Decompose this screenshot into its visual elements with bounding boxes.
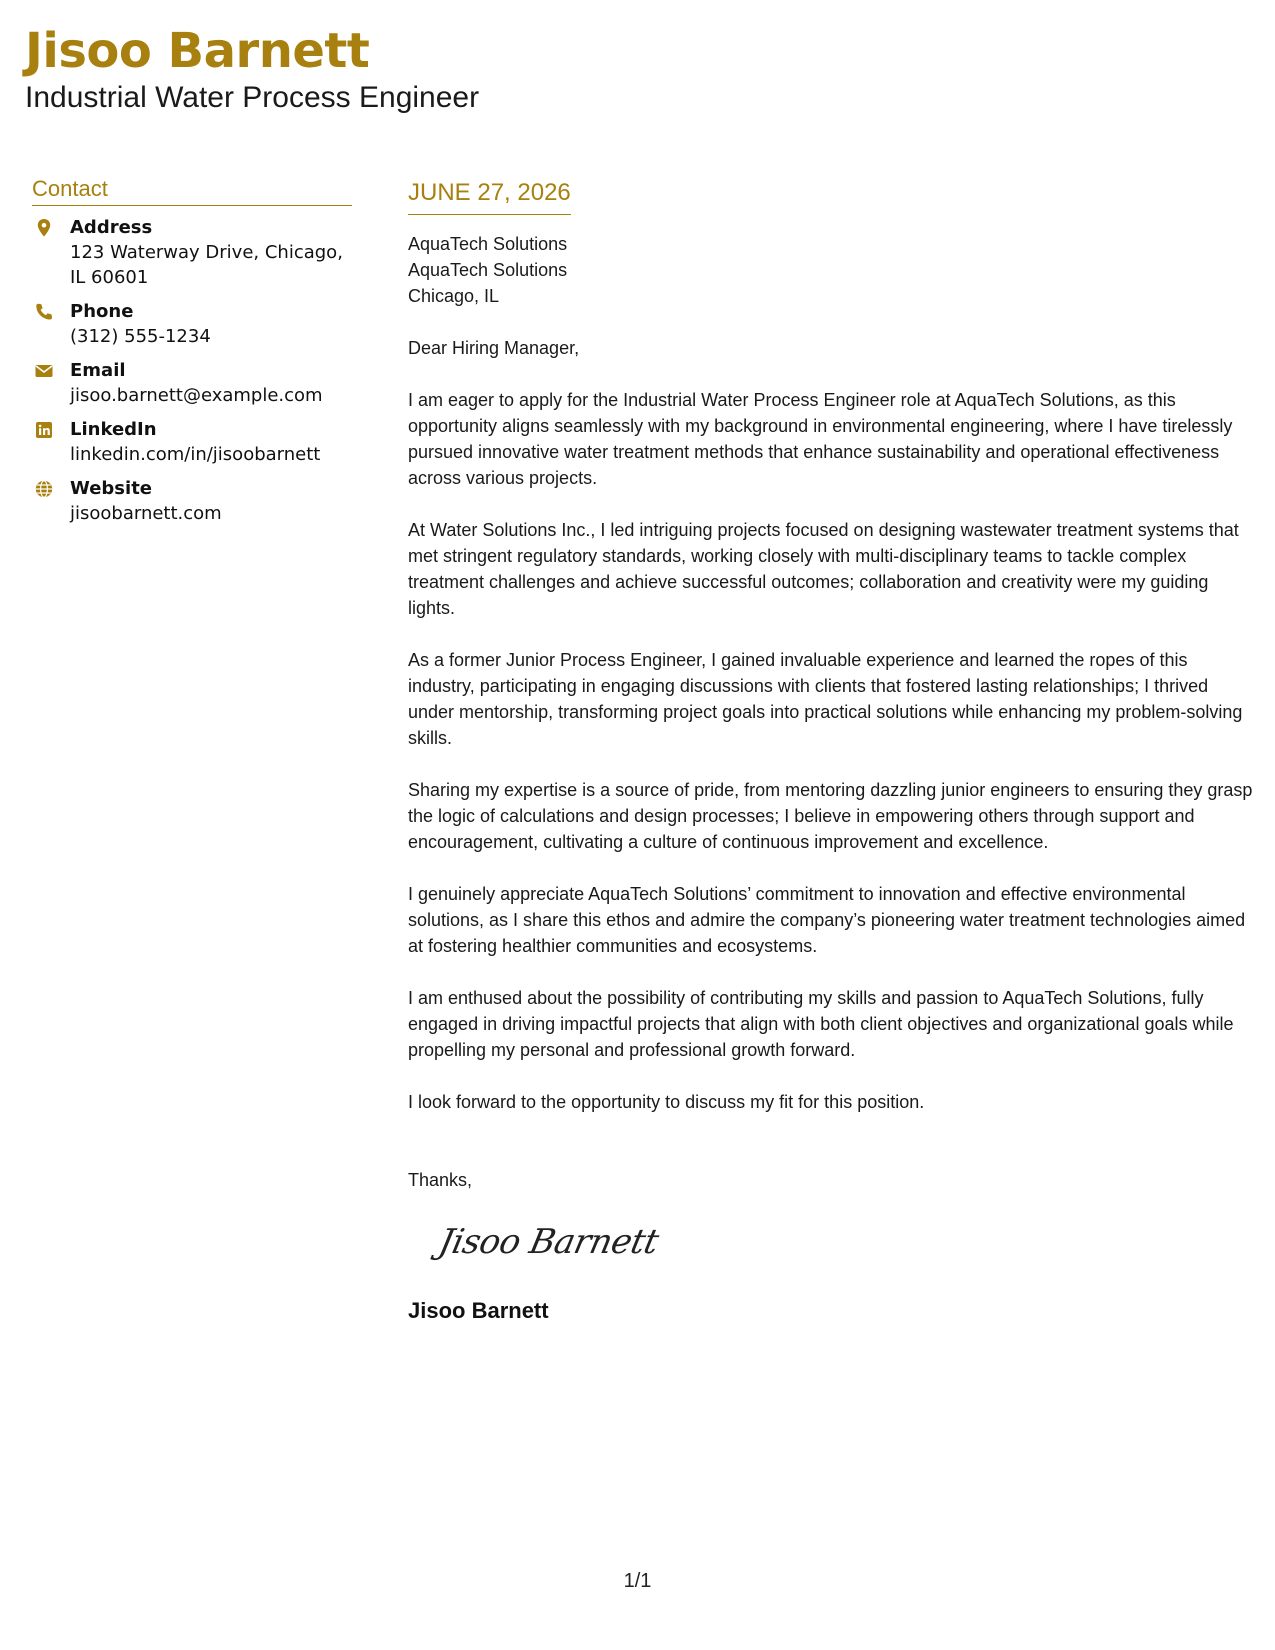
map-pin-icon [34,218,54,238]
contact-label: Email [70,360,126,381]
letter-paragraph: Sharing my expertise is a source of pride, from mentoring dazzling junior engineers to ensuring they grasp the logic of calculations and design processes; I believe in empowering others through support and encouragement, cultivating a culture of continuous improvement and excellence. [408,780,1253,852]
globe-icon [34,479,54,499]
envelope-icon [34,361,54,381]
job-title: Industrial Water Process Engineer [25,81,480,114]
website-value[interactable]: jisoobarnett.com [70,503,222,524]
closing: Thanks, [408,1170,473,1190]
contact-heading: Contact [32,176,352,206]
letter-paragraph: At Water Solutions Inc., I led intriguing projects focused on designing wastewater treatment systems that met stringent regulatory standards, working closely with multi-disciplinary teams to tackle complex treatment challenges and achieve successful outcomes; collaboration and creativity were my guiding lights. [408,520,1239,618]
handwritten-signature: Jisoo Barnett [435,1222,662,1262]
phone-icon [34,302,54,322]
contact-item-email [32,359,352,408]
contact-item-linkedin [32,418,352,467]
letter-date: JUNE 27, 2026 [408,178,571,215]
recipient-line: AquaTech Solutions [408,234,568,254]
recipient-line: Chicago, IL [408,286,500,306]
letter-paragraph: I look forward to the opportunity to discuss my fit for this position. [408,1092,925,1112]
contact-label: Phone [70,301,134,322]
header [25,22,479,116]
salutation: Dear Hiring Manager, [408,338,580,358]
contact-item-website [32,477,352,526]
letter-paragraph: I am eager to apply for the Industrial Water Process Engineer role at AquaTech Solutions, as this opportunity aligns seamlessly with my background in environmental engineering, where I have tirelessly pursued innovative water treatment methods that enhance sustainability and operational effectiveness across various projects. [408,390,1233,488]
applicant-name: Jisoo Barnett [25,23,370,79]
linkedin-value[interactable]: linkedin.com/in/jisoobarnett [70,444,321,465]
letter-paragraph: I genuinely appreciate AquaTech Solutions’ commitment to innovation and effective environmental solutions, as I share this ethos and admire the company’s pioneering water treatment technologies aimed at fostering healthier communities and ecosystems. [408,884,1246,956]
recipient-block [408,231,1253,309]
letter-paragraph: As a former Junior Process Engineer, I gained invaluable experience and learned the ropes of this industry, participating in engaging discussions with clients that fostered lasting relationships; I thrived under mentorship, transforming project goals into practical solutions while enhancing my problem-solving skills. [408,650,1243,748]
contact-item-address [32,216,352,290]
letter-paragraph: I am enthused about the possibility of contributing my skills and passion to AquaTech Solutions, fully engaged in driving impactful projects that align with both client objectives and organizational goals while propelling my personal and professional growth forward. [408,988,1234,1060]
email-value[interactable]: jisoo.barnett@example.com [70,385,323,406]
contact-label: LinkedIn [70,419,157,440]
address-value: 123 Waterway Drive, Chicago, IL 60601 [70,242,343,288]
contact-label: Address [70,217,153,238]
recipient-line: AquaTech Solutions [408,260,568,280]
linkedin-icon [34,420,54,440]
phone-value: (312) 555-1234 [70,326,211,347]
contact-item-phone [32,300,352,349]
page-number: 1/1 [623,1570,652,1592]
signed-name: Jisoo Barnett [408,1298,549,1323]
letter-body [408,178,1253,1325]
contact-sidebar [32,176,352,526]
contact-label: Website [70,478,153,499]
